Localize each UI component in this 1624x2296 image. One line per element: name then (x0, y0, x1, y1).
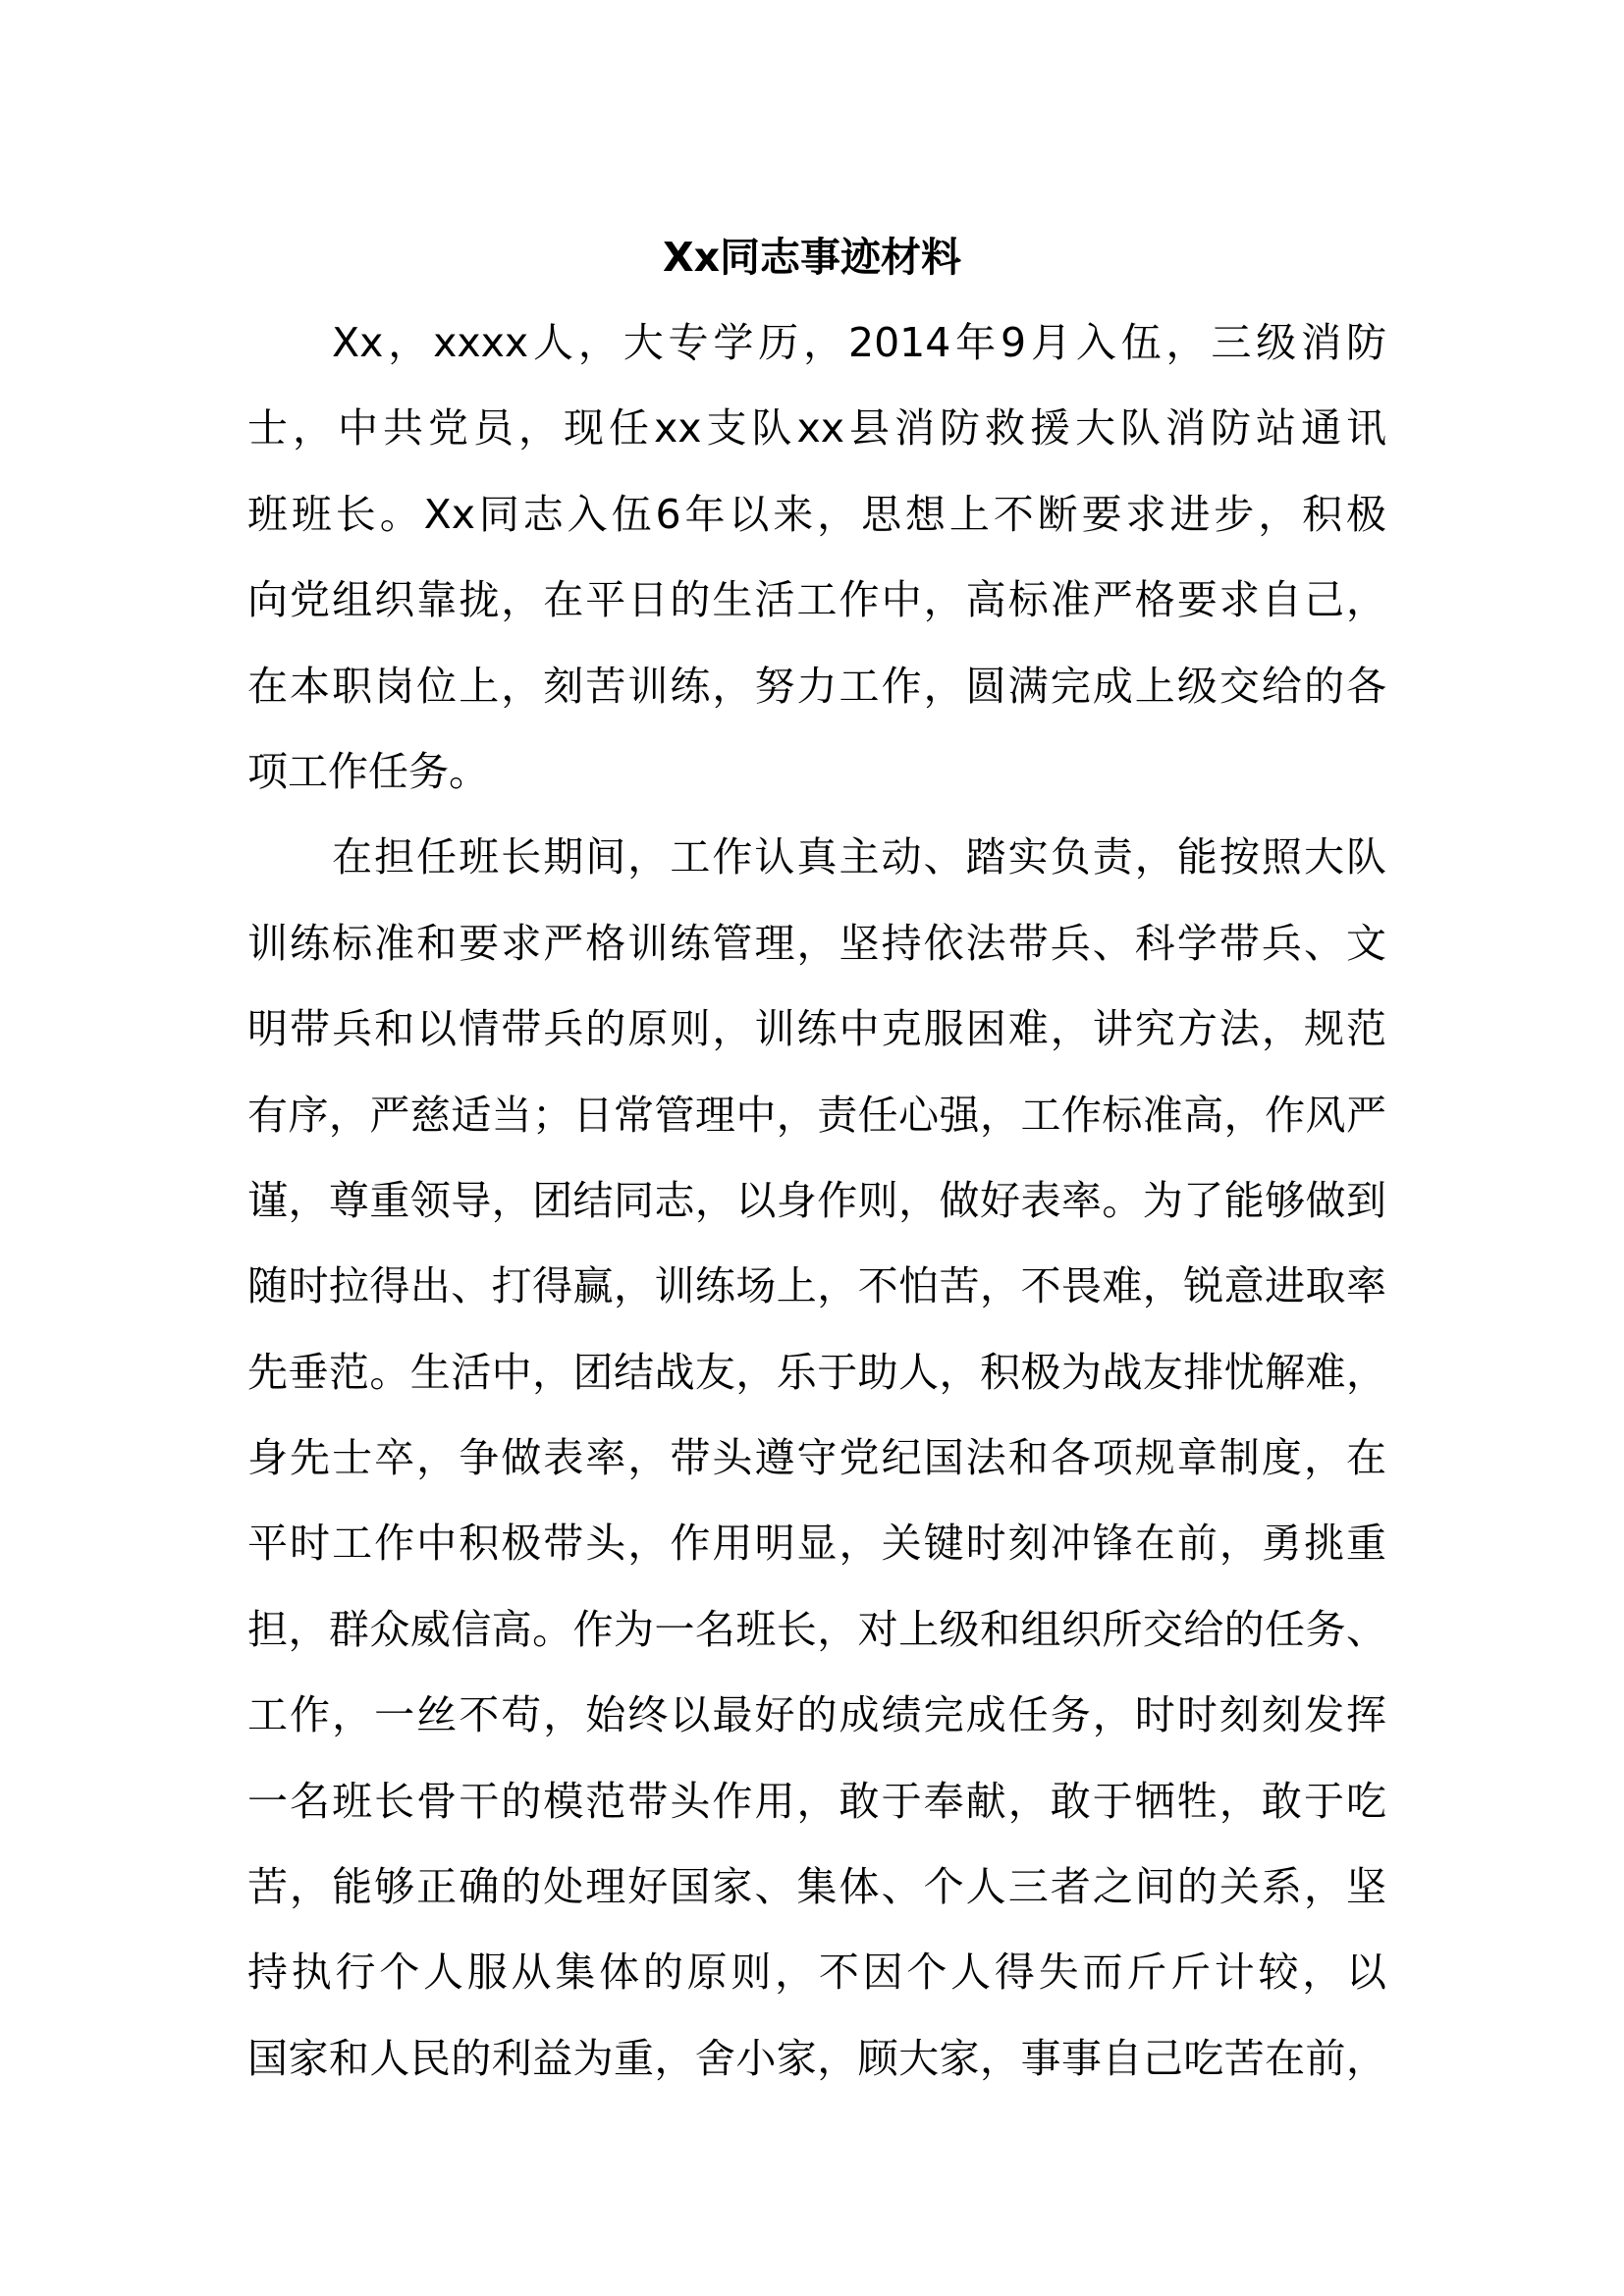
document-body (247, 300, 1386, 2102)
paragraph-2-line-8: 身先士卒，争做表率，带头遵守党纪国法和各项规章制度，在 (247, 1434, 1386, 1482)
paragraph-2-line-14: 持执行个人服从集体的原则，不因个人得失而斤斤计较，以 (247, 1949, 1386, 1997)
paragraph-2-line-2: 训练标准和要求严格训练管理，坚持依法带兵、科学带兵、文 (247, 919, 1386, 967)
paragraph-2-line-6: 随时拉得出、打得赢，训练场上，不怕苦，不畏难，锐意进取率 (247, 1262, 1386, 1310)
paragraph-2-line-15: 国家和人民的利益为重，舍小家，顾大家，事事自己吃苦在前， (247, 2034, 1386, 2082)
paragraph-2-line-3: 明带兵和以情带兵的原则，训练中克服困难，讲究方法，规范 (247, 1005, 1386, 1053)
document-title: Xx同志事迹材料 (662, 234, 962, 281)
paragraph-1-line-1: Xx，xxxx人，大专学历，2014年9月入伍，三级消防 (332, 319, 1386, 366)
paragraph-2-line-7: 先垂范。生活中，团结战友，乐于助人，积极为战友排忧解难， (247, 1348, 1386, 1396)
paragraph-1-line-2: 士，中共党员，现任xx支队xx县消防救援大队消防站通讯 (247, 404, 1386, 453)
paragraph-2-line-13: 苦，能够正确的处理好国家、集体、个人三者之间的关系，坚 (247, 1863, 1386, 1911)
paragraph-2-line-12: 一名班长骨干的模范带头作用，敢于奉献，敢于牺牲，敢于吃 (247, 1777, 1386, 1825)
paragraph-2-line-10: 担，群众威信高。作为一名班长，对上级和组织所交给的任务、 (247, 1605, 1386, 1653)
paragraph-1-line-5: 在本职岗位上，刻苦训练，努力工作，圆满完成上级交给的各 (247, 662, 1386, 710)
paragraph-2-line-9: 平时工作中积极带头，作用明显，关键时刻冲锋在前，勇挑重 (247, 1520, 1386, 1568)
paragraph-1-line-6: 项工作任务。 (247, 747, 489, 795)
paragraph-2-line-11: 工作，一丝不苟，始终以最好的成绩完成任务，时时刻刻发挥 (247, 1691, 1386, 1739)
paragraph-2-line-1: 在担任班长期间，工作认真主动、踏实负责，能按照大队 (332, 833, 1386, 881)
paragraph-2-line-5: 谨，尊重领导，团结同志，以身作则，做好表率。为了能够做到 (247, 1176, 1386, 1224)
paragraph-1-line-4: 向党组织靠拢，在平日的生活工作中，高标准严格要求自己， (247, 576, 1386, 624)
paragraph-1-line-3: 班班长。Xx同志入伍6年以来，思想上不断要求进步，积极 (247, 490, 1386, 538)
paragraph-2-line-4: 有序，严慈适当；日常管理中，责任心强，工作标准高，作风严 (247, 1091, 1386, 1139)
